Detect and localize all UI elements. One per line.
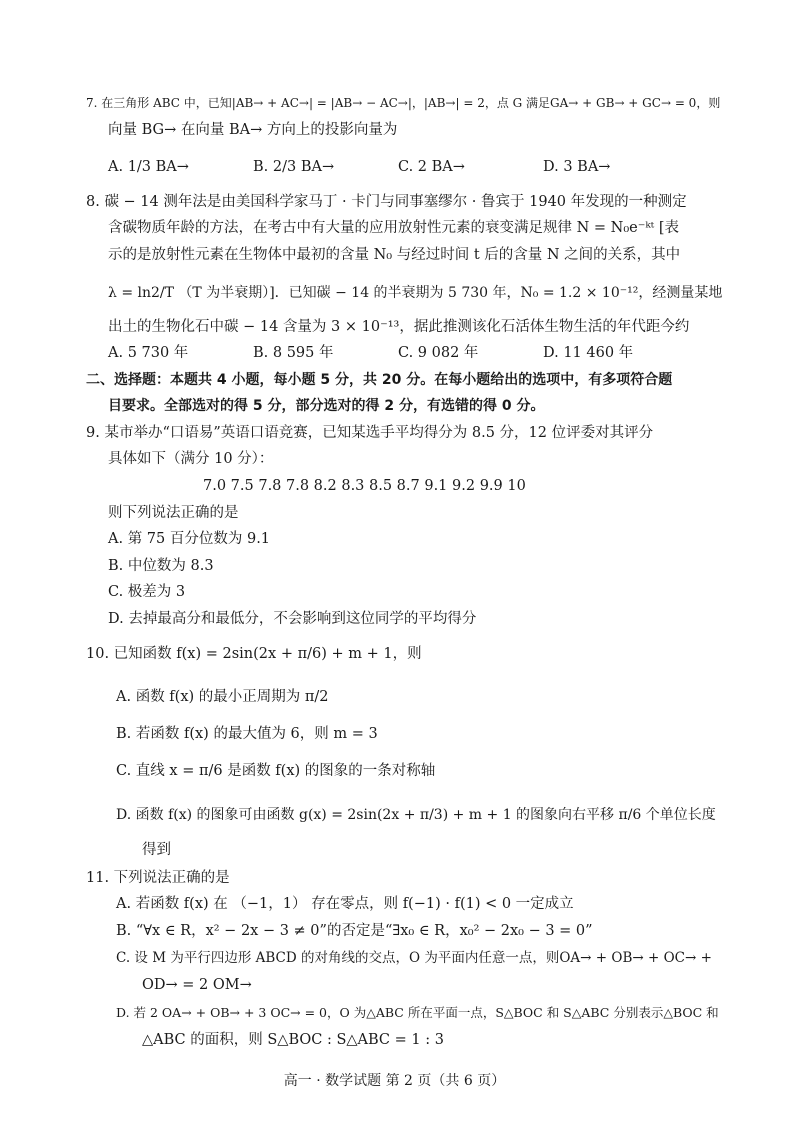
q7-option-c: C. 2 BA→ <box>398 159 465 175</box>
section2-heading-line2: 目要求。全部选对的得 5 分，部分选对的得 2 分，有选错的得 0 分。 <box>108 398 545 414</box>
page-footer: 高一 · 数学试题 第 2 页（共 6 页） <box>283 1073 506 1089</box>
q9-option-a: A. 第 75 百分位数为 9.1 <box>108 531 271 547</box>
q10-stem-line1: 10. 已知函数 f(x) = 2sin(2x + π/6) + m + 1，则 <box>86 646 422 662</box>
q8-stem-line4: λ = ln2/T （T 为半衰期）]．已知碳 − 14 的半衰期为 5 730 年，N₀ = 1.2 × 10⁻¹²，经测量某地 <box>108 285 723 301</box>
q10-option-d: D. 函数 f(x) 的图象可由函数 g(x) = 2sin(2x + π/3) + m + 1 的图象向右平移 π/6 个单位长度 <box>116 807 716 823</box>
q9-stem-line3: 则下列说法正确的是 <box>108 505 239 521</box>
q10-option-a: A. 函数 f(x) 的最小正周期为 π/2 <box>116 689 329 705</box>
q9-option-b: B. 中位数为 8.3 <box>108 558 214 574</box>
q7-stem-line1: 7. 在三角形 ABC 中，已知|AB→ + AC→| = |AB→ − AC→|，|AB→| = 2，点 G 满足GA→ + GB→ + GC→ = 0，则 <box>86 96 721 110</box>
q8-stem-line5: 出土的生物化石中碳 − 14 含量为 3 × 10⁻¹³，据此推测该化石活体生物生活的年代距今约 <box>108 319 690 335</box>
q7-option-a: A. 1/3 BA→ <box>108 159 189 175</box>
q8-stem-line1: 8. 碳 − 14 测年法是由美国科学家马丁 · 卡门与同事塞缪尔 · 鲁宾于 1940 年发现的一种测定 <box>86 194 687 210</box>
q10-option-d-continuation: 得到 <box>142 842 171 858</box>
q9-stem-line1: 9. 某市举办“口语易”英语口语竞赛，已知某选手平均得分为 8.5 分，12 位评委对其评分 <box>86 425 654 441</box>
q11-option-c: C. 设 M 为平行四边形 ABCD 的对角线的交点，O 为平面内任意一点，则OA→ + OB→ + OC→ + <box>116 950 712 966</box>
q9-score-list: 7.0 7.5 7.8 7.8 8.2 8.3 8.5 8.7 9.1 9.2 9.9 10 <box>203 478 526 494</box>
q8-option-d: D. 11 460 年 <box>543 345 634 361</box>
q9-option-d: D. 去掉最高分和最低分，不会影响到这位同学的平均得分 <box>108 611 477 627</box>
q7-option-d: D. 3 BA→ <box>543 159 611 175</box>
q9-stem-line2: 具体如下（满分 10 分）： <box>108 451 274 467</box>
q8-option-c: C. 9 082 年 <box>398 345 479 361</box>
q7-stem-line2: 向量 BG→ 在向量 BA→ 方向上的投影向量为 <box>108 122 398 138</box>
q8-stem-line3: 示的是放射性元素在生物体中最初的含量 N₀ 与经过时间 t 后的含量 N 之间的关系，其中 <box>108 247 681 263</box>
section2-heading-line1: 二、选择题：本题共 4 小题，每小题 5 分，共 20 分。在每小题给出的选项中，有多项符合题 <box>86 372 673 388</box>
q7-option-b: B. 2/3 BA→ <box>253 159 335 175</box>
q11-option-d-continuation: △ABC 的面积，则 S△BOC : S△ABC = 1 : 3 <box>142 1032 444 1048</box>
q11-option-a: A. 若函数 f(x) 在 （−1，1） 存在零点，则 f(−1) · f(1) < 0 一定成立 <box>116 896 574 912</box>
q11-stem-line1: 11. 下列说法正确的是 <box>86 870 230 886</box>
q11-option-d: D. 若 2 OA→ + OB→ + 3 OC→ = 0，O 为△ABC 所在平面一点，S△BOC 和 S△ABC 分别表示△BOC 和 <box>116 1005 719 1020</box>
q8-option-a: A. 5 730 年 <box>108 345 189 361</box>
q10-option-c: C. 直线 x = π/6 是函数 f(x) 的图象的一条对称轴 <box>116 763 436 779</box>
q11-option-b: B. “∀x ∈ R，x² − 2x − 3 ≠ 0”的否定是“∃x₀ ∈ R，x₀² − 2x₀ − 3 = 0” <box>116 923 593 939</box>
q9-option-c: C. 极差为 3 <box>108 584 186 600</box>
q8-option-b: B. 8 595 年 <box>253 345 334 361</box>
q10-option-b: B. 若函数 f(x) 的最大值为 6，则 m = 3 <box>116 726 378 742</box>
q8-stem-line2: 含碳物质年龄的方法，在考古中有大量的应用放射性元素的衰变满足规律 N = N₀e⁻ᵏᵗ [表 <box>108 220 680 236</box>
q11-option-c-continuation: OD→ = 2 OM→ <box>142 977 252 993</box>
